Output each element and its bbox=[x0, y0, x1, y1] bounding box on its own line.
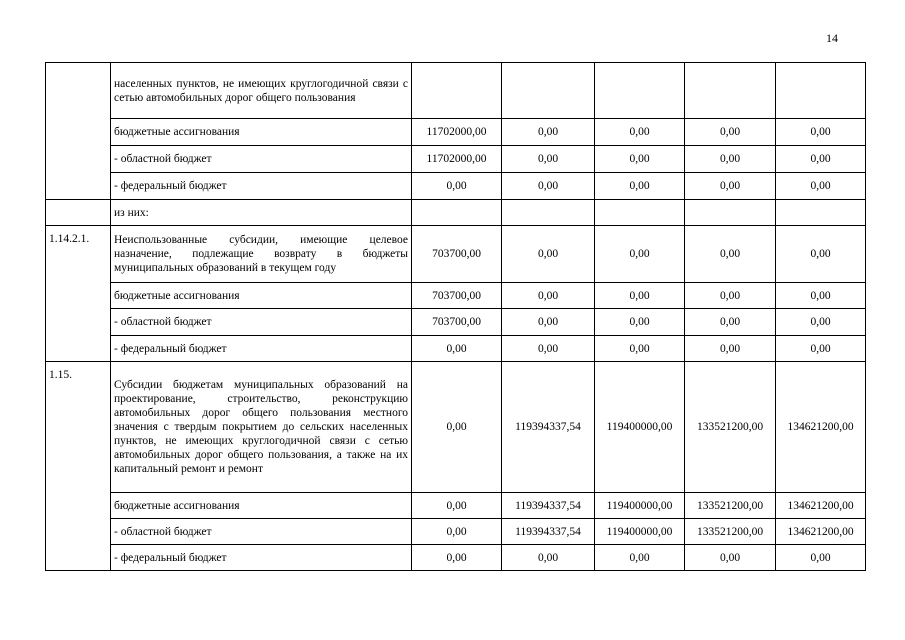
value-cell: 0,00 bbox=[595, 226, 685, 283]
value-cell: 0,00 bbox=[685, 336, 776, 362]
value-cell: 133521200,00 bbox=[685, 519, 776, 545]
value-cell: 0,00 bbox=[685, 146, 776, 173]
value-cell: 0,00 bbox=[685, 226, 776, 283]
table-row bbox=[46, 309, 866, 336]
value-cell: 0,00 bbox=[685, 173, 776, 200]
value-cell: 703700,00 bbox=[412, 226, 502, 283]
value-cell bbox=[595, 200, 685, 226]
table-row bbox=[46, 146, 866, 173]
row-label: - федеральный бюджет bbox=[111, 336, 412, 362]
value-cell: 0,00 bbox=[595, 309, 685, 336]
table-row bbox=[46, 63, 866, 119]
value-cell: 0,00 bbox=[776, 545, 866, 571]
row-label: бюджетные ассигнования bbox=[111, 493, 412, 519]
empty-code-cell bbox=[46, 173, 111, 200]
value-cell: 0,00 bbox=[502, 226, 595, 283]
value-cell: 0,00 bbox=[685, 545, 776, 571]
empty-code-cell bbox=[46, 309, 111, 336]
value-cell bbox=[776, 200, 866, 226]
table-row bbox=[46, 545, 866, 571]
value-cell: 0,00 bbox=[412, 545, 502, 571]
value-cell: 119400000,00 bbox=[595, 519, 685, 545]
value-cell bbox=[595, 63, 685, 119]
row-code: 1.15. bbox=[46, 362, 111, 493]
value-cell: 119394337,54 bbox=[502, 362, 595, 493]
table-row bbox=[46, 173, 866, 200]
value-cell: 0,00 bbox=[502, 545, 595, 571]
value-cell: 11702000,00 bbox=[412, 146, 502, 173]
row-description: Неиспользованные субсидии, имеющие целевое назначение, подлежащие возврату в бюджеты муниципальных образований в текущем году bbox=[111, 226, 412, 283]
value-cell: 0,00 bbox=[776, 226, 866, 283]
row-code bbox=[46, 200, 111, 226]
value-cell: 0,00 bbox=[776, 336, 866, 362]
table-row bbox=[46, 493, 866, 519]
empty-code-cell bbox=[46, 519, 111, 545]
table-row bbox=[46, 336, 866, 362]
empty-code-cell bbox=[46, 336, 111, 362]
table-row bbox=[46, 519, 866, 545]
value-cell bbox=[685, 63, 776, 119]
value-cell: 0,00 bbox=[685, 309, 776, 336]
value-cell: 0,00 bbox=[595, 336, 685, 362]
row-description: из них: bbox=[111, 200, 412, 226]
empty-code-cell bbox=[46, 283, 111, 309]
value-cell bbox=[685, 200, 776, 226]
row-code bbox=[46, 63, 111, 119]
value-cell: 0,00 bbox=[595, 173, 685, 200]
table-row bbox=[46, 226, 866, 283]
value-cell: 0,00 bbox=[776, 309, 866, 336]
table-row bbox=[46, 362, 866, 493]
value-cell: 0,00 bbox=[502, 309, 595, 336]
value-cell: 133521200,00 bbox=[685, 493, 776, 519]
value-cell: 0,00 bbox=[412, 493, 502, 519]
value-cell: 0,00 bbox=[595, 119, 685, 146]
value-cell: 0,00 bbox=[502, 119, 595, 146]
value-cell: 134621200,00 bbox=[776, 519, 866, 545]
value-cell: 119394337,54 bbox=[502, 493, 595, 519]
value-cell: 0,00 bbox=[502, 283, 595, 309]
row-label: - федеральный бюджет bbox=[111, 173, 412, 200]
value-cell: 0,00 bbox=[595, 146, 685, 173]
empty-code-cell bbox=[46, 545, 111, 571]
value-cell: 703700,00 bbox=[412, 283, 502, 309]
value-cell bbox=[502, 200, 595, 226]
value-cell: 11702000,00 bbox=[412, 119, 502, 146]
value-cell: 134621200,00 bbox=[776, 362, 866, 493]
value-cell: 0,00 bbox=[502, 173, 595, 200]
table-row bbox=[46, 200, 866, 226]
value-cell: 0,00 bbox=[412, 519, 502, 545]
value-cell: 119400000,00 bbox=[595, 493, 685, 519]
value-cell bbox=[412, 63, 502, 119]
row-description: населенных пунктов, не имеющих круглогодичной связи с сетью автомобильных дорог общего пользования bbox=[111, 63, 412, 119]
value-cell: 0,00 bbox=[412, 336, 502, 362]
row-label: - федеральный бюджет bbox=[111, 545, 412, 571]
row-label: - областной бюджет bbox=[111, 309, 412, 336]
row-label: - областной бюджет bbox=[111, 146, 412, 173]
row-code: 1.14.2.1. bbox=[46, 226, 111, 283]
value-cell: 119400000,00 bbox=[595, 362, 685, 493]
value-cell: 0,00 bbox=[502, 146, 595, 173]
value-cell bbox=[412, 200, 502, 226]
value-cell: 0,00 bbox=[412, 173, 502, 200]
value-cell: 134621200,00 bbox=[776, 493, 866, 519]
value-cell: 0,00 bbox=[502, 336, 595, 362]
budget-table bbox=[45, 62, 866, 571]
value-cell: 0,00 bbox=[595, 545, 685, 571]
table-row bbox=[46, 283, 866, 309]
value-cell: 0,00 bbox=[685, 283, 776, 309]
value-cell bbox=[776, 63, 866, 119]
row-label: бюджетные ассигнования bbox=[111, 283, 412, 309]
value-cell: 133521200,00 bbox=[685, 362, 776, 493]
empty-code-cell bbox=[46, 493, 111, 519]
row-description: Субсидии бюджетам муниципальных образований на проектирование, строительство, реконструкцию автомобильных дорог общего пользования местного значения с твердым покрытием до сельских населенных пунктов, не имеющих круглогодичной связи с сетью автомобильных дорог общего пользования, а также на их капитальный ремонт и ремонт bbox=[111, 362, 412, 493]
row-label: - областной бюджет bbox=[111, 519, 412, 545]
value-cell: 0,00 bbox=[776, 119, 866, 146]
value-cell: 0,00 bbox=[776, 146, 866, 173]
value-cell: 0,00 bbox=[776, 283, 866, 309]
table-row bbox=[46, 119, 866, 146]
page-number: 14 bbox=[826, 31, 838, 45]
value-cell: 0,00 bbox=[776, 173, 866, 200]
empty-code-cell bbox=[46, 119, 111, 146]
empty-code-cell bbox=[46, 146, 111, 173]
value-cell: 703700,00 bbox=[412, 309, 502, 336]
value-cell: 0,00 bbox=[412, 362, 502, 493]
value-cell: 0,00 bbox=[595, 283, 685, 309]
value-cell bbox=[502, 63, 595, 119]
row-label: бюджетные ассигнования bbox=[111, 119, 412, 146]
value-cell: 119394337,54 bbox=[502, 519, 595, 545]
value-cell: 0,00 bbox=[685, 119, 776, 146]
